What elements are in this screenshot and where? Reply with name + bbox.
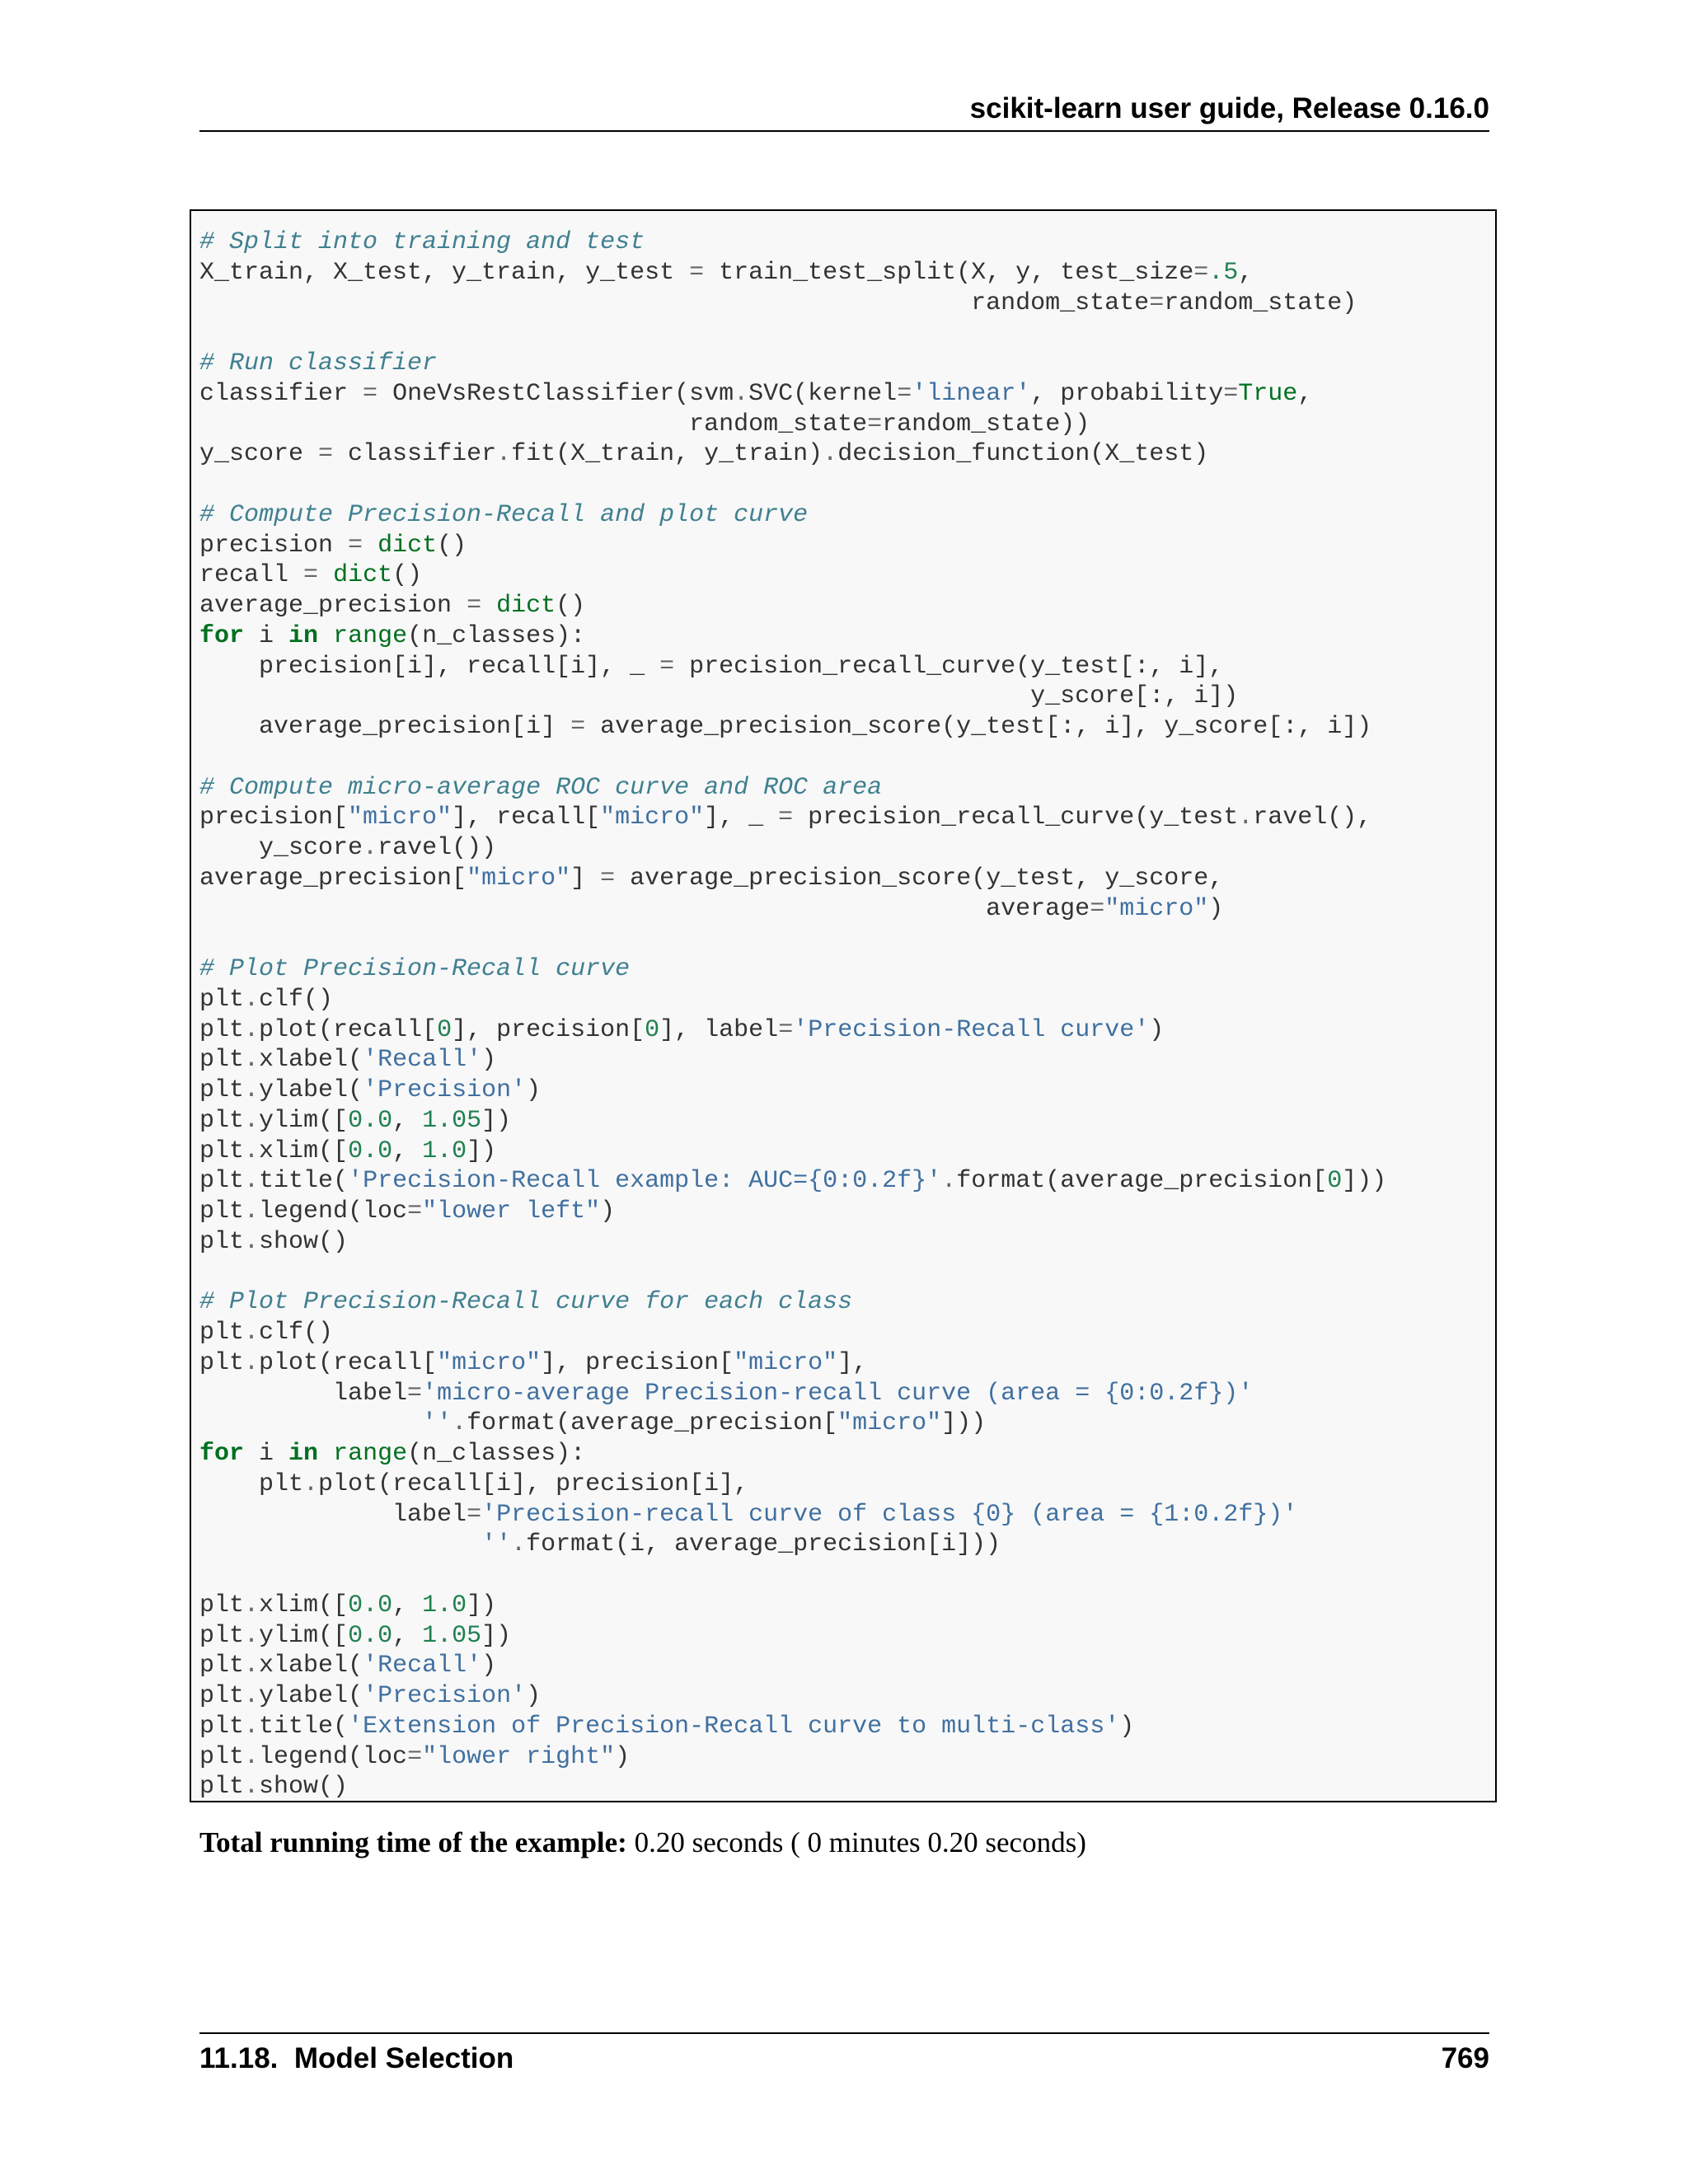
code-token: True xyxy=(1238,379,1298,408)
code-token: "micro" xyxy=(467,864,571,893)
code-token: ])) xyxy=(1342,1167,1387,1196)
code-token: ravel()) xyxy=(377,834,497,862)
code-token: plt xyxy=(199,1348,245,1377)
code-token: precision_recall_curve(y_test[:, i], xyxy=(674,652,1224,681)
code-token: ) xyxy=(481,1652,497,1680)
code-token: "micro" xyxy=(734,1348,838,1377)
code-token: for xyxy=(199,621,245,650)
code-token: plt xyxy=(199,1227,245,1256)
code-line xyxy=(199,1348,1386,1379)
code-token: precision[ xyxy=(199,804,349,832)
code-line xyxy=(199,1287,1386,1318)
code-token: 'Extension of Precision-Recall curve to multi-class' xyxy=(348,1712,1120,1741)
code-token: SVC(kernel xyxy=(748,379,898,408)
page-header xyxy=(199,89,1489,132)
code-token: precision[i], recall[i], _ xyxy=(199,652,660,681)
code-token: # Compute Precision-Recall and plot curve xyxy=(199,500,809,529)
code-line xyxy=(199,773,1386,804)
code-token: . xyxy=(244,1015,260,1044)
code-token: format(average_precision[ xyxy=(467,1409,838,1438)
code-token: # Compute micro-average ROC curve and ROC area xyxy=(199,773,883,802)
code-token: random_state) xyxy=(1164,288,1357,317)
code-token xyxy=(481,592,496,620)
code-token: dict xyxy=(333,561,393,590)
code-token: ) xyxy=(600,1197,616,1226)
code-token: 0.0 xyxy=(348,1591,393,1619)
code-token: "lower right" xyxy=(422,1742,616,1771)
code-token: recall xyxy=(199,561,304,590)
code-token: ) xyxy=(526,1076,542,1104)
code-token: 0.0 xyxy=(348,1137,393,1165)
code-token: precision xyxy=(199,531,349,560)
code-token: for xyxy=(199,1440,245,1468)
code-token: ]) xyxy=(467,1137,497,1165)
code-token: clf() xyxy=(259,985,334,1014)
code-token: 'Precision' xyxy=(363,1682,527,1710)
code-line xyxy=(199,712,1386,743)
code-line xyxy=(199,1742,1386,1773)
code-block xyxy=(190,209,1497,1802)
code-token: 'linear' xyxy=(912,379,1031,408)
code-line xyxy=(199,1015,1386,1046)
code-token: "micro" xyxy=(600,804,705,832)
code-token: ylim([ xyxy=(259,1621,349,1650)
code-token: plt xyxy=(199,1167,245,1196)
code-token: . xyxy=(941,1167,957,1196)
code-line xyxy=(199,1258,1386,1288)
code-token: clf() xyxy=(259,1319,334,1347)
code-line xyxy=(199,743,1386,773)
code-token: . xyxy=(244,985,260,1014)
code-token xyxy=(318,1440,333,1468)
code-token: , probability xyxy=(1030,379,1224,408)
code-token: , xyxy=(392,1621,423,1650)
code-token: 1.0 xyxy=(422,1137,467,1165)
code-token: . xyxy=(244,1712,260,1741)
code-token: = xyxy=(407,1197,423,1226)
code-token: xlabel( xyxy=(259,1652,363,1680)
code-token: dict xyxy=(496,592,556,620)
code-token: format(average_precision[ xyxy=(956,1167,1328,1196)
code-line xyxy=(199,652,1386,682)
code-line xyxy=(199,1712,1386,1742)
code-token: label xyxy=(199,1379,408,1408)
code-line xyxy=(199,500,1386,531)
code-token: ) xyxy=(1149,1015,1165,1044)
code-token: average_precision_score(y_test[:, i], y_score[:, i]) xyxy=(585,713,1372,741)
code-token: () xyxy=(556,592,586,620)
code-token: average_precision_score(y_test, y_score, xyxy=(615,864,1224,893)
code-token: show() xyxy=(259,1773,349,1802)
code-token: y_score[:, i]) xyxy=(199,682,1239,711)
code-token: average_precision xyxy=(199,592,467,620)
code-token: (n_classes): xyxy=(407,621,586,650)
code-line xyxy=(199,288,1386,319)
code-line xyxy=(199,1166,1386,1197)
code-token: decision_function(X_test) xyxy=(837,440,1209,469)
code-token: = xyxy=(318,440,334,469)
code-line xyxy=(199,318,1386,349)
code-token: 'Precision-Recall example: AUC={0:0.2f}' xyxy=(348,1167,942,1196)
code-token: average xyxy=(199,894,1090,923)
code-token: ] xyxy=(570,864,601,893)
code-token: . xyxy=(244,1137,260,1165)
code-token: plt xyxy=(199,985,245,1014)
code-line xyxy=(199,1076,1386,1106)
code-token: . xyxy=(244,1682,260,1710)
code-token: ylabel( xyxy=(259,1682,363,1710)
code-token: ]) xyxy=(467,1591,497,1619)
code-token: plt xyxy=(199,1773,245,1802)
code-token: format(i, average_precision[i])) xyxy=(526,1530,1001,1559)
code-lines xyxy=(199,227,1386,1802)
code-token: = xyxy=(303,561,319,590)
code-token: . xyxy=(244,1319,260,1347)
code-line xyxy=(199,1045,1386,1076)
code-token: plt xyxy=(199,1652,245,1680)
code-token: ) xyxy=(615,1742,631,1771)
code-token: . xyxy=(496,440,512,469)
code-token: .5 xyxy=(1208,258,1239,287)
code-line xyxy=(199,349,1386,379)
code-token: , xyxy=(392,1137,423,1165)
code-line xyxy=(199,864,1386,894)
code-line xyxy=(199,1439,1386,1469)
code-token: plot(recall[i], precision[i], xyxy=(318,1469,749,1498)
code-token: 0.0 xyxy=(348,1106,393,1135)
code-token: , xyxy=(392,1106,423,1135)
code-token: in xyxy=(288,1440,319,1468)
code-token: show() xyxy=(259,1227,349,1256)
code-line xyxy=(199,894,1386,925)
code-token: 'Precision' xyxy=(363,1076,527,1104)
code-token: ], label xyxy=(659,1015,779,1044)
code-line xyxy=(199,1227,1386,1258)
code-token: = xyxy=(897,379,912,408)
code-token xyxy=(199,1530,481,1558)
code-token: = xyxy=(867,410,883,438)
code-token xyxy=(363,532,377,560)
code-line xyxy=(199,1408,1386,1439)
code-token: plt xyxy=(199,1682,245,1710)
code-token: 0 xyxy=(1327,1167,1343,1196)
code-token: plot(recall[ xyxy=(259,1348,438,1377)
code-token: , xyxy=(1297,379,1313,408)
code-token: y_score xyxy=(199,834,363,862)
code-token: 1.0 xyxy=(422,1591,467,1619)
code-token: xlim([ xyxy=(259,1591,349,1619)
code-token xyxy=(199,1409,422,1437)
code-token: random_state xyxy=(199,288,1150,317)
code-token: . xyxy=(303,1469,319,1498)
code-token: plt xyxy=(199,1137,245,1165)
code-token: . xyxy=(244,1046,260,1075)
code-token: = xyxy=(1223,379,1239,408)
code-token: = xyxy=(467,1500,482,1529)
code-line xyxy=(199,803,1386,833)
code-token: # Run classifier xyxy=(199,349,438,377)
code-token: . xyxy=(1238,804,1254,832)
code-token: 'Precision-Recall curve' xyxy=(793,1015,1150,1044)
code-token: = xyxy=(1090,894,1105,923)
code-token: = xyxy=(778,1015,794,1044)
code-line xyxy=(199,1318,1386,1348)
code-token: . xyxy=(244,1652,260,1680)
code-line xyxy=(199,531,1386,561)
code-token: = xyxy=(467,592,482,620)
code-token: . xyxy=(244,1076,260,1104)
code-token: . xyxy=(734,379,749,408)
code-token: range xyxy=(333,621,408,650)
code-token: ) xyxy=(1119,1712,1135,1741)
code-token: ) xyxy=(526,1682,542,1710)
code-token: "micro" xyxy=(1104,894,1209,923)
code-token: = xyxy=(407,1742,423,1771)
code-token: . xyxy=(244,1197,260,1226)
page-number: 769 xyxy=(1441,2042,1489,2074)
code-token: , xyxy=(392,1591,423,1619)
code-line xyxy=(199,560,1386,591)
running-time-note xyxy=(199,1826,1086,1859)
code-token: i xyxy=(244,621,289,650)
code-token: precision_recall_curve(y_test xyxy=(793,804,1239,832)
code-token: plt xyxy=(199,1106,245,1135)
code-line xyxy=(199,1530,1386,1560)
code-token: classifier xyxy=(199,379,363,408)
code-token: ylim([ xyxy=(259,1106,349,1135)
code-token: "micro" xyxy=(348,804,452,832)
code-token: average_precision[ xyxy=(199,864,467,893)
code-token: 0 xyxy=(437,1015,452,1044)
code-line xyxy=(199,227,1386,258)
code-line xyxy=(199,1681,1386,1712)
code-token: . xyxy=(363,834,378,862)
code-token: X_train, X_test, y_train, y_test xyxy=(199,258,690,287)
code-token: plt xyxy=(199,1621,245,1650)
code-token: plot(recall[ xyxy=(259,1015,438,1044)
code-token: legend(loc xyxy=(259,1197,408,1226)
code-token: plt xyxy=(199,1197,245,1226)
code-token: ylabel( xyxy=(259,1076,363,1104)
code-line xyxy=(199,1197,1386,1227)
code-token: # Split into training and test xyxy=(199,228,645,256)
code-token: ], precision[ xyxy=(541,1348,734,1377)
code-token: dict xyxy=(377,531,438,560)
code-line xyxy=(199,833,1386,864)
code-token: plt xyxy=(199,1591,245,1619)
code-token: plt xyxy=(199,1076,245,1104)
code-token: in xyxy=(288,621,319,650)
code-line xyxy=(199,591,1386,621)
section-title: 11.18. Model Selection xyxy=(199,2042,514,2074)
code-token: = xyxy=(363,379,378,408)
code-token: = xyxy=(689,258,705,287)
code-line xyxy=(199,1379,1386,1409)
code-token: . xyxy=(244,1591,260,1619)
code-token: # Plot Precision-Recall curve for each class xyxy=(199,1288,853,1317)
code-line xyxy=(199,470,1386,500)
code-line xyxy=(199,1560,1386,1591)
code-token: . xyxy=(244,1621,260,1650)
code-token: "lower left" xyxy=(422,1197,601,1226)
code-token: 'Recall' xyxy=(363,1652,482,1680)
code-token: 0.0 xyxy=(348,1621,393,1650)
code-token: ], recall[ xyxy=(452,804,601,832)
code-token: plt xyxy=(199,1015,245,1044)
code-line xyxy=(199,410,1386,440)
code-token: classifier xyxy=(333,440,497,469)
code-token: . xyxy=(244,1773,260,1802)
code-token: = xyxy=(659,652,675,681)
code-token: = xyxy=(1149,288,1165,317)
code-token: plt xyxy=(199,1046,245,1075)
code-token: plt xyxy=(199,1319,245,1347)
code-line xyxy=(199,924,1386,954)
code-token: ])) xyxy=(941,1409,987,1438)
code-token: '' xyxy=(422,1409,452,1438)
code-line xyxy=(199,1137,1386,1167)
code-token: "micro" xyxy=(837,1409,942,1438)
code-line xyxy=(199,1500,1386,1530)
code-token: plt xyxy=(199,1742,245,1771)
code-token: fit(X_train, y_train) xyxy=(511,440,823,469)
code-token: # Plot Precision-Recall curve xyxy=(199,955,631,983)
code-token: = xyxy=(1193,258,1209,287)
code-token: . xyxy=(823,440,838,469)
code-token: , xyxy=(1238,258,1254,287)
code-token: average_precision[i] xyxy=(199,713,571,741)
code-line xyxy=(199,954,1386,985)
code-token: ravel(), xyxy=(1253,804,1372,832)
running-time-value: 0.20 seconds ( 0 minutes 0.20 seconds) xyxy=(634,1826,1086,1858)
code-token xyxy=(318,622,333,650)
code-token: 1.05 xyxy=(422,1106,482,1135)
code-token: = xyxy=(407,1379,423,1408)
code-token: . xyxy=(244,1742,260,1771)
code-token: plt xyxy=(199,1712,245,1741)
document-title: scikit-learn user guide, Release 0.16.0 xyxy=(969,92,1489,124)
code-line xyxy=(199,1469,1386,1500)
code-line xyxy=(199,1621,1386,1652)
code-line xyxy=(199,258,1386,288)
code-token: 'Precision-recall curve of class {0} (area = {1:0.2f})' xyxy=(481,1500,1298,1529)
code-token: = xyxy=(570,713,586,741)
code-token: '' xyxy=(481,1530,512,1559)
code-token: = xyxy=(600,864,616,893)
code-token: legend(loc xyxy=(259,1742,408,1771)
code-line xyxy=(199,439,1386,470)
code-token: ], _ xyxy=(704,804,779,832)
code-token: 'Recall' xyxy=(363,1046,482,1075)
code-line xyxy=(199,1772,1386,1802)
code-token: ], precision[ xyxy=(452,1015,645,1044)
code-token: = xyxy=(348,531,363,560)
code-line xyxy=(199,1591,1386,1621)
code-token: 'micro-average Precision-recall curve (area = {0:0.2f})' xyxy=(422,1379,1254,1408)
code-token: range xyxy=(333,1440,408,1468)
code-token: . xyxy=(244,1227,260,1256)
code-token: ]) xyxy=(481,1106,512,1135)
code-token: i xyxy=(244,1440,289,1468)
code-token: . xyxy=(244,1348,260,1377)
code-token: ], xyxy=(837,1348,868,1377)
code-line xyxy=(199,379,1386,410)
code-token: (n_classes): xyxy=(407,1440,586,1468)
code-token: xlim([ xyxy=(259,1137,349,1165)
running-time-label: Total running time of the example: xyxy=(199,1826,627,1858)
code-token: ) xyxy=(481,1046,497,1075)
code-token: train_test_split(X, y, test_size xyxy=(704,258,1194,287)
code-line xyxy=(199,1106,1386,1137)
code-token: () xyxy=(392,561,423,590)
code-token: xlabel( xyxy=(259,1046,363,1075)
code-token: . xyxy=(452,1409,467,1438)
code-line xyxy=(199,621,1386,652)
code-token: OneVsRestClassifier(svm xyxy=(377,379,734,408)
code-token: 0 xyxy=(645,1015,660,1044)
code-token: label xyxy=(199,1500,467,1529)
code-token: () xyxy=(437,531,467,560)
code-token: . xyxy=(244,1106,260,1135)
code-token: . xyxy=(244,1167,260,1196)
code-token xyxy=(318,561,333,589)
code-line xyxy=(199,985,1386,1015)
code-token: title( xyxy=(259,1712,349,1741)
page-footer xyxy=(199,2032,1489,2083)
code-token: ]) xyxy=(481,1621,512,1650)
code-token: = xyxy=(778,804,794,832)
code-token: 1.05 xyxy=(422,1621,482,1650)
code-token: random_state xyxy=(199,410,868,438)
code-line xyxy=(199,1651,1386,1681)
code-token: ) xyxy=(1208,894,1224,923)
code-token: . xyxy=(511,1530,527,1559)
code-token: random_state)) xyxy=(882,410,1090,438)
code-token: plt xyxy=(199,1469,304,1498)
code-token: title( xyxy=(259,1167,349,1196)
code-token: y_score xyxy=(199,440,319,469)
code-token: "micro" xyxy=(437,1348,542,1377)
code-line xyxy=(199,682,1386,712)
